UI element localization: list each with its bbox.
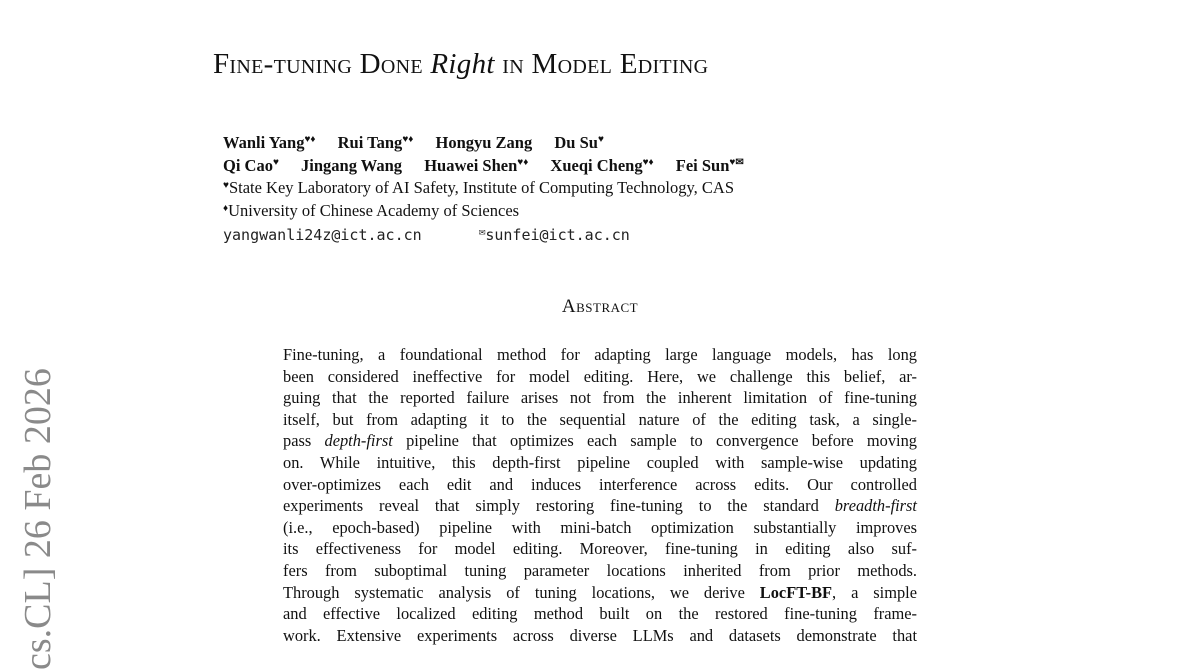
- author: [338, 133, 414, 152]
- author-name: Huawei Shen: [424, 156, 518, 175]
- author: [676, 156, 744, 175]
- author-name: Fei Sun: [675, 156, 730, 175]
- title-part1: Fine-tuning Done: [213, 48, 431, 80]
- affiliation-1: [223, 174, 762, 197]
- affiliation-text: University of Chinese Academy of Sciences: [228, 201, 520, 220]
- author-affil-marks: ♥♦: [304, 134, 316, 145]
- author: [424, 156, 528, 175]
- abstract-body: [283, 344, 917, 646]
- arxiv-stamp-text: cs.CL] 26 Feb 2026: [17, 368, 59, 670]
- abstract-line: itself, but from adapting it to the sequential nature of the editing task, a single-: [283, 409, 917, 429]
- author-block: [223, 128, 762, 243]
- author-name: Du Su: [554, 133, 598, 152]
- author: [301, 156, 402, 175]
- abstract-line: and effective localized editing method built on the restored fine-tuning frame-: [283, 604, 917, 624]
- author-affil-marks: ♥♦: [642, 157, 654, 168]
- abstract-line-bold: Through systematic analysis of tuning locations, we derive LocFT-BF, a simple: [283, 582, 917, 602]
- email-2[interactable]: sunfei@ict.ac.cn: [485, 226, 630, 244]
- abstract-line: been considered ineffective for model editing. Here, we challenge this belief, ar-: [283, 366, 917, 386]
- author-line-2: [223, 151, 762, 174]
- affiliation-mark: ♥: [223, 180, 229, 191]
- author-affil-marks: ♥: [597, 134, 604, 145]
- email-2-wrap: [479, 226, 630, 244]
- abstract-line: over-optimizes each edit and induces interference across edits. Our controlled: [283, 474, 917, 494]
- author-name: Wanli Yang: [223, 133, 305, 152]
- author-name: Xueqi Cheng: [550, 156, 643, 175]
- affiliation-text: State Key Laboratory of AI Safety, Institute of Computing Technology, CAS: [228, 178, 735, 197]
- author: [554, 133, 604, 152]
- author-affil-marks: ♥♦: [517, 157, 529, 168]
- abstract-line-emph: pass depth-first pipeline that optimizes each sample to convergence before moving: [283, 431, 917, 451]
- abstract-line: fers from suboptimal tuning parameter locations inherited from prior methods.: [283, 560, 917, 580]
- author-affil-marks: ♥♦: [402, 134, 414, 145]
- envelope-icon: ✉: [478, 225, 486, 238]
- abstract-line: work. Extensive experiments across diverse LLMs and datasets demonstrate that: [283, 625, 917, 645]
- abstract-line: guing that the reported failure arises not from the inherent limitation of fine-tuning: [283, 388, 917, 408]
- abstract-line: Fine-tuning, a foundational method for adapting large language models, has long: [283, 345, 917, 364]
- author-name: Rui Tang: [337, 133, 403, 152]
- author-name: Hongyu Zang: [435, 133, 533, 152]
- author-name: Qi Cao: [223, 156, 273, 175]
- author-line-1: [223, 128, 762, 151]
- email-1[interactable]: yangwanli24z@ict.ac.cn: [223, 226, 422, 244]
- title-emphasis: Right: [430, 48, 495, 80]
- email-line: [223, 220, 762, 243]
- title-part2: in Model Editing: [494, 48, 709, 80]
- affiliation-mark: ♦: [223, 203, 229, 214]
- paper-title: [213, 48, 708, 81]
- abstract-line: (i.e., epoch-based) pipeline with mini-batch optimization substantially improves: [283, 517, 917, 537]
- arxiv-side-stamp: [14, 330, 74, 670]
- abstract-heading: Abstract: [561, 296, 639, 317]
- author-affil-marks: ♥: [272, 157, 279, 168]
- author-affil-marks: ♥✉: [729, 157, 744, 168]
- abstract-line-emph: experiments reveal that simply restoring fine-tuning to the standard breadth-first: [283, 496, 917, 516]
- author: [223, 133, 316, 152]
- abstract-line: its effectiveness for model editing. Moreover, fine-tuning in editing also suf-: [283, 539, 917, 559]
- author: [223, 156, 279, 175]
- abstract-line: on. While intuitive, this depth-first pipeline coupled with sample-wise updating: [283, 452, 917, 472]
- affiliation-2: [223, 197, 762, 220]
- author: [435, 133, 532, 152]
- author-name: Jingang Wang: [301, 156, 403, 175]
- author: [550, 156, 653, 175]
